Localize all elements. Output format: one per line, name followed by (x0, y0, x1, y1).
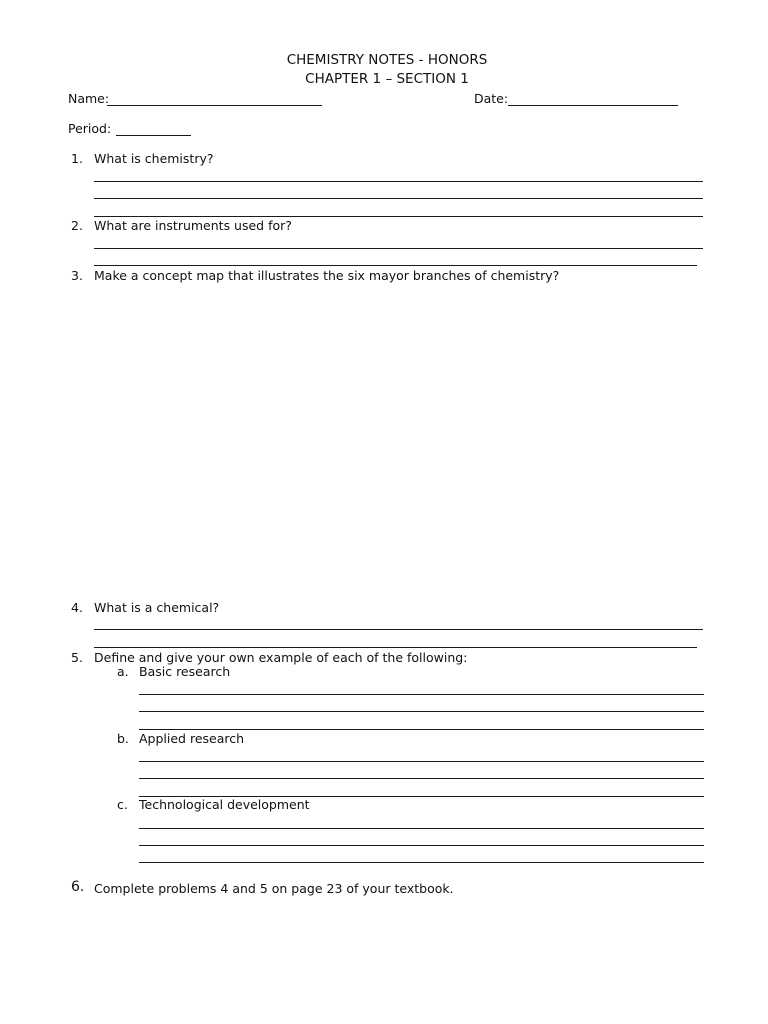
name-field[interactable] (107, 105, 322, 106)
answer-line[interactable] (139, 711, 704, 712)
answer-line[interactable] (139, 862, 704, 863)
subitem-b-letter: b. (117, 731, 129, 746)
subitem-a-letter: a. (117, 664, 129, 679)
question-2-number: 2. (71, 218, 83, 233)
answer-line[interactable] (94, 629, 703, 630)
answer-line[interactable] (94, 181, 703, 182)
question-3-number: 3. (71, 268, 83, 283)
concept-map-area[interactable] (94, 288, 703, 588)
period-field[interactable] (116, 135, 191, 136)
question-6-number: 6. (71, 879, 85, 895)
question-5-number: 5. (71, 650, 83, 665)
answer-line[interactable] (139, 694, 704, 695)
question-2-text: What are instruments used for? (94, 218, 292, 233)
answer-line[interactable] (139, 778, 704, 779)
date-field[interactable] (508, 105, 678, 106)
subitem-c-text: Technological development (139, 797, 310, 812)
answer-line[interactable] (139, 761, 704, 762)
answer-line[interactable] (94, 198, 703, 199)
question-1-number: 1. (71, 151, 83, 166)
question-4-text: What is a chemical? (94, 600, 220, 615)
answer-line[interactable] (94, 647, 697, 648)
answer-line[interactable] (139, 828, 704, 829)
answer-line[interactable] (139, 729, 704, 730)
question-3-text: Make a concept map that illustrates the six mayor branches of chemistry? (94, 268, 560, 283)
question-4-number: 4. (71, 600, 83, 615)
subitem-b-text: Applied research (139, 731, 245, 746)
page-subtitle: CHAPTER 1 – SECTION 1 (305, 71, 469, 87)
date-label: Date: (474, 91, 509, 106)
period-label: Period: (68, 121, 112, 136)
question-5-text: Define and give your own example of each of the following: (94, 650, 468, 665)
name-label: Name: (68, 91, 110, 106)
answer-line[interactable] (139, 845, 704, 846)
answer-line[interactable] (94, 265, 697, 266)
answer-line[interactable] (94, 248, 703, 249)
subitem-a-text: Basic research (139, 664, 231, 679)
subitem-c-letter: c. (117, 797, 128, 812)
answer-line[interactable] (94, 216, 703, 217)
page-title: CHEMISTRY NOTES - HONORS (286, 52, 488, 68)
question-1-text: What is chemistry? (94, 151, 214, 166)
question-6-text: Complete problems 4 and 5 on page 23 of your textbook. (94, 881, 454, 896)
